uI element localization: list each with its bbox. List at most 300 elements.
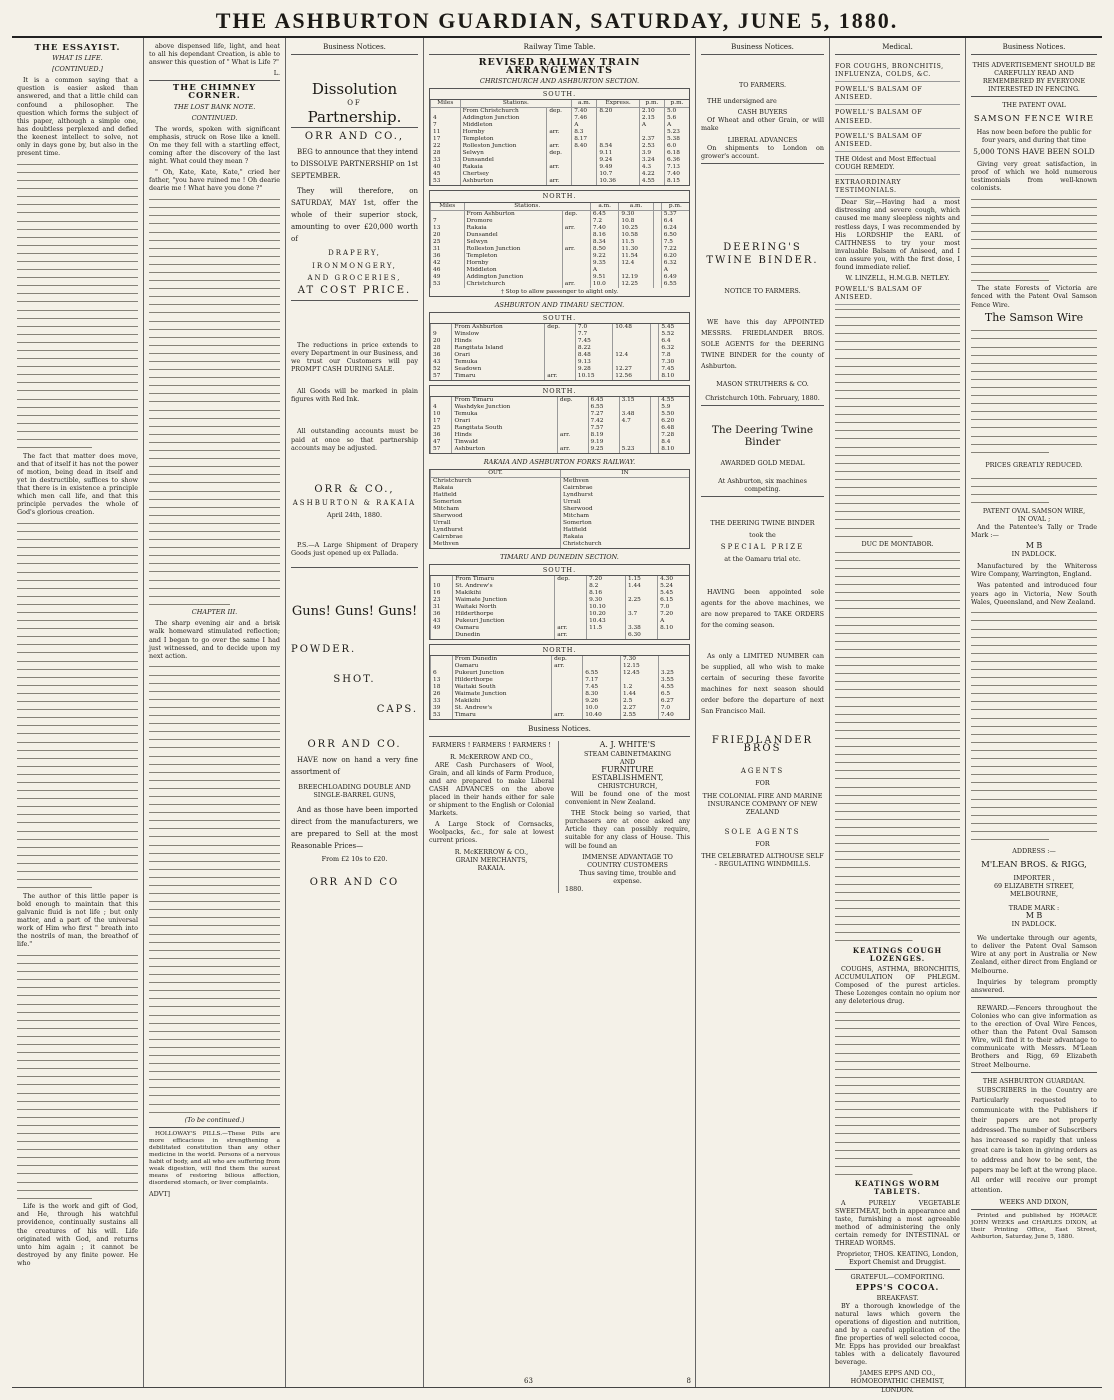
timetable-cell: A — [572, 122, 597, 129]
timetable-cell: Oamaru — [452, 663, 551, 670]
orr-firm-name: ORR AND CO., — [304, 131, 405, 143]
timetable-cell: 7.17 — [583, 677, 621, 684]
epps-sign: JAMES EPPS AND CO., — [859, 1369, 936, 1378]
subscribers-text: SUBSCRIBERS in the Country are Particularly requested to communicate with the Publishers if their papers are not properly addressed. The number of Subscribers has increased so rapidly that unless great care is taken in giving orders as to address and how to be sent, the papers may be left at the wrong place. All order will receive our prompt attention. — [971, 1085, 1097, 1194]
timetable-cell: 2.27 — [621, 705, 659, 712]
timetable-cell: 6.0 — [664, 143, 689, 150]
keatings-text: COUGHS, ASTHMA, BRONCHITIS, ACCUMULATION OF PHLEGM. Composed of the purest articles. These Lozenges contain no opium nor any deleterious drug. — [835, 964, 960, 1006]
timetable-row — [431, 404, 690, 411]
patent-oval: THE PATENT OVAL — [1002, 101, 1066, 110]
timetable-cell — [597, 129, 639, 136]
timetable-cell: 5.50 — [659, 411, 689, 418]
timetable-cell — [545, 352, 576, 359]
timetable-cell: 18 — [431, 684, 453, 691]
timetable-cell — [653, 281, 661, 288]
partnership-heading: Partnership. — [307, 108, 402, 127]
timetable-cell: arr. — [545, 373, 576, 380]
timetable-cell: 9.22 — [590, 253, 619, 260]
timetable-cell: 10.7 — [597, 171, 639, 178]
timetable-cell: 8.3 — [572, 129, 597, 136]
timetable-cell: 1.44 — [621, 691, 659, 698]
stations-header-2: Stations. — [464, 203, 590, 211]
timetable-cell: 5.23 — [664, 129, 689, 136]
business-notices-header-2: Business Notices. — [429, 724, 690, 737]
white-immense: IMMENSE ADVANTAGE TO COUNTRY CUSTOMERS — [582, 852, 673, 869]
epps-london: LONDON. — [881, 1385, 914, 1394]
timetable-cell: 49 — [431, 625, 453, 632]
timetable-cell: 3.38 — [625, 625, 657, 632]
express-header: Express. — [597, 100, 639, 108]
timetable-row — [431, 411, 690, 418]
timetable-cell: 52 — [431, 366, 452, 373]
timetable-cell: Waitaki South — [452, 684, 551, 691]
timetable-cell: 3.48 — [619, 411, 650, 418]
coughs-ad: FOR COUGHS, BRONCHITIS, INFLUENZA, COLDS, &C. — [835, 59, 960, 82]
timetable-cell: Timaru — [452, 712, 551, 719]
timetable-cell: 6.49 — [661, 274, 689, 281]
timetable-cell: 1.15 — [625, 576, 657, 583]
timetable-cell — [650, 373, 659, 380]
timetable-row — [431, 352, 690, 359]
timetable-cell: Hornby — [460, 129, 547, 136]
timetable-cell: 11.30 — [619, 246, 653, 253]
timetable-cell: 17 — [431, 136, 461, 143]
white-city: CHRISTCHURCH, — [597, 781, 658, 790]
timetable-cell: 9.30 — [619, 210, 653, 218]
timetable-cell: Ashburton — [452, 446, 557, 453]
deering-heading-3: THE DEERING TWINE BINDER — [710, 518, 815, 527]
goods-marked-text: All Goods will be marked in plain figures with Red Ink. — [291, 387, 418, 404]
shipment-ps: P.S.—A Large Shipment of Drapery Goods just opened up ex Pallada. — [291, 540, 418, 558]
timetable-timaru-north — [429, 385, 690, 454]
powell-balsam-1: POWELL'S BALSAM OF ANISEED. — [835, 82, 960, 105]
essay-text-block — [17, 160, 138, 451]
timetable-cell: dep. — [562, 210, 590, 218]
timetable-cell: 8.50 — [590, 246, 619, 253]
timetable-cell: 7.5 — [661, 239, 689, 246]
timetable-cell: 7.0 — [575, 324, 612, 331]
timetable-cell: 3.24 — [639, 157, 664, 164]
timetable-cell: 42 — [431, 260, 465, 267]
caps-heading: CAPS. — [376, 704, 418, 716]
mckerrow-text: ARE Cash Purchasers of Wool, Grain, and all kinds of Farm Produce, and are prepared to make Liberal CASH ADVANCES on the above placed in their hands either for sale or shipment to the English or Colonial Markets. — [429, 760, 554, 818]
timetable-cell: 8.22 — [575, 345, 612, 352]
deering-date: Christchurch 10th. February, 1880. — [705, 394, 820, 403]
timetable-cell: 7.22 — [661, 246, 689, 253]
station-name: Hatfield — [433, 492, 457, 499]
timetable-cell: 13 — [431, 677, 453, 684]
timetable-forks — [429, 469, 690, 549]
prices-text — [971, 474, 1097, 506]
continued-note: [CONTINUED.] — [52, 65, 103, 74]
timetable-cell — [619, 432, 650, 439]
timetable-cell: 31 — [431, 246, 465, 253]
station-name: Cairnbrae — [562, 485, 593, 492]
timetable-cell: 10.15 — [575, 373, 612, 380]
timetable-cell: 36 — [431, 352, 452, 359]
epps-text: BY a thorough knowledge of the natural laws which govern the operations of digestion and nutrition, and by a careful application of the fine properties of well selected cocoa, Mr. Epps has provided our breakfast tables with a delicately flavoured beverage. — [835, 1301, 960, 1367]
timetable-cell: Rangitata South — [452, 425, 557, 432]
timetable-cell: arr. — [562, 246, 590, 253]
timetable-cell: 5.9 — [659, 404, 689, 411]
timetable-cell: Hinds — [452, 338, 545, 345]
timetable-cell — [555, 590, 587, 597]
timetable-cell: 5.0 — [664, 108, 689, 116]
timetable-cell: arr. — [552, 712, 583, 719]
timetable-cell: dep. — [545, 324, 576, 331]
timetable-cell: 7.0 — [658, 604, 689, 611]
timetable-cell: 9.51 — [590, 274, 619, 281]
dunedin-south-table — [430, 576, 689, 639]
timetable-cell — [650, 397, 659, 404]
column-orr-and-co — [286, 38, 424, 1387]
timetable-cell: 39 — [431, 705, 453, 712]
station-name: Cairnbrae — [433, 534, 463, 541]
chapter-heading: CHAPTER III. — [191, 608, 238, 617]
grateful-comforting: GRATEFUL—COMFORTING. — [850, 1273, 945, 1282]
timetable-cell: 6.4 — [659, 338, 689, 345]
timetable-cell: 8.16 — [587, 590, 626, 597]
station-name: Hatfield — [562, 527, 587, 534]
patent-details — [971, 609, 1097, 844]
timetable-cell: 7.40 — [590, 225, 619, 232]
timetable-row — [431, 331, 690, 338]
timetable-cell — [653, 274, 661, 281]
timetable-cell: Pukeuri Junction — [453, 618, 555, 625]
worm-tablets-text: A PURELY VEGETABLE SWEETMEAT, both in appearance and taste, furnishing a most agreeable method of administering the only certain remedy for INTESTINAL or THREAD WORMS. — [835, 1198, 960, 1248]
timetable-cell — [597, 136, 639, 143]
forks-in: IN — [560, 470, 689, 478]
reward-text: REWARD.—Fencers throughout the Colonies who can give information as to the erection of Oval Wire Fences, other than the Patent Oval Samson Wire, will find it to their advantage to communicate with Messrs. M'Lean Brothers and Rigg, 69 Elizabeth Street Melbourne. — [971, 1003, 1097, 1069]
windmills: THE CELEBRATED ALTHOUSE SELF - REGULATING WINDMILLS. — [701, 852, 824, 869]
timetable-cell: Tinwald — [452, 439, 557, 446]
timetable-cell: 7.2 — [590, 218, 619, 225]
timetable-cell: 8.54 — [597, 143, 639, 150]
breechloading-guns: BREECHLOADING DOUBLE AND SINGLE-BARREL GUNS, — [298, 782, 411, 799]
timetable-cell: 6.48 — [659, 425, 689, 432]
timetable-cell — [547, 115, 572, 122]
timetable-row — [431, 597, 690, 604]
agents-heading: AGENTS — [740, 767, 785, 776]
timetable-cell: 12.4 — [613, 352, 650, 359]
timetable-cell: Hilderthorpe — [453, 611, 555, 618]
timetable-cell: 10.58 — [619, 232, 653, 239]
cash-buyers: CASH BUYERS — [737, 108, 788, 117]
timetable-cell — [625, 590, 657, 597]
timetable-cell — [547, 136, 572, 143]
timetable-cell — [650, 352, 659, 359]
timetable-cell — [431, 397, 452, 404]
story-continued: CONTINUED. — [191, 113, 238, 122]
timetable-row — [431, 157, 690, 164]
timetable-cell — [552, 677, 583, 684]
timetable-row — [431, 590, 690, 597]
station-name: Sherwood — [562, 506, 593, 513]
timetable-cell: 5.24 — [658, 583, 689, 590]
timetable-cell: 57 — [431, 373, 452, 380]
station-name: Methven — [433, 541, 459, 548]
giving-satisfaction: Giving very great satisfaction, in proof of which we hold numerous testimonials from well-known colonists. — [971, 159, 1097, 193]
friedlander-bros: FRIEDLANDER BROS — [711, 735, 814, 755]
tons-sold: 5,000 TONS HAVE BEEN SOLD — [973, 146, 1095, 156]
state-forests: The state Forests of Victoria are fenced with the Patent Oval Samson Fence Wire. — [971, 284, 1097, 309]
timetable-cell: 7.40 — [658, 712, 689, 719]
station-name: Methven — [562, 478, 589, 485]
story-text-block-2 — [149, 663, 280, 1116]
wheat-text: Of Wheat and other Grain, or will make — [701, 116, 824, 133]
timetable-cell — [557, 404, 588, 411]
timetable-cell: 6.30 — [625, 632, 657, 639]
timetable-cell: 12.25 — [619, 281, 653, 288]
timetable-cell: Templeton — [460, 136, 547, 143]
timetable-cell — [583, 656, 621, 663]
deering-heading-2a: The Deering Twine — [711, 424, 814, 437]
timetable-cell: Dunsandel — [460, 157, 547, 164]
timetable-cell — [545, 338, 576, 345]
timetable-cell: 7.30 — [621, 656, 659, 663]
epps-breakfast: BREAKFAST. — [876, 1293, 919, 1302]
more-testimonials — [835, 548, 960, 945]
timetable-cell: 7.20 — [587, 576, 626, 583]
timetable-cell: 8.10 — [659, 446, 689, 453]
timetable-cell — [572, 157, 597, 164]
timetable-cell: St. Andrew's — [452, 705, 551, 712]
timetable-cell: 5.6 — [664, 115, 689, 122]
timetable-row — [431, 171, 690, 178]
timetable-cell: 33 — [431, 698, 453, 705]
timetable-cell: dep. — [547, 150, 572, 157]
timetable-row — [431, 225, 690, 232]
mlean-bros: M'LEAN BROS. & RIGG, — [981, 859, 1087, 870]
timetable-cell: A — [664, 122, 689, 129]
timetable-cell — [545, 331, 576, 338]
to-farmers: TO FARMERS. — [738, 81, 787, 90]
powell-balsam-4: POWELL'S BALSAM OF ANISEED. — [835, 282, 960, 305]
timetable-cell: 12.15 — [621, 663, 659, 670]
timetable-row — [431, 164, 690, 171]
timetable-cell — [639, 129, 664, 136]
took-the: took the — [749, 530, 776, 539]
timetable-row — [431, 210, 690, 218]
timetable-cell: Dunedin — [453, 632, 555, 639]
north-label-3: NORTH. — [430, 645, 689, 656]
timetable-cell — [545, 366, 576, 373]
timetable-cell: 23 — [431, 597, 453, 604]
timetable-cell — [431, 210, 465, 218]
in-oval: IN OVAL ; — [1017, 514, 1051, 523]
sole-agents: SOLE AGENTS — [724, 827, 801, 836]
powell-balsam-2: POWELL'S BALSAM OF ANISEED. — [835, 105, 960, 128]
timetable-cell: 6.45 — [590, 210, 619, 218]
epps-homeo: HOMOEOPATHIC CHEMIST, — [850, 1377, 945, 1386]
timetable-cell: 28 — [431, 345, 452, 352]
timetable-cell: Timaru — [452, 373, 545, 380]
timetable-cell — [555, 597, 587, 604]
keatings-title: KEATINGS COUGH LOZENGES. — [852, 945, 943, 963]
essay-paragraph-2: The fact that matter does move, and that of itself it has not the power of motion, being dead in itself and yet in destructible, suffices to show that there is in existence a principle which men call life, and that this principle pervades the whole of God's glorious creation. — [17, 451, 138, 517]
timetable-cell — [613, 331, 650, 338]
guns-heading: Guns! Guns! Guns! — [291, 604, 418, 620]
timetable-cell — [552, 705, 583, 712]
timetable-row — [431, 583, 690, 590]
timetable-row — [431, 373, 690, 380]
timetable-cell: 25 — [431, 425, 452, 432]
keating-proprietor: Proprietor, THOS. KEATING, London, Export Chemist and Druggist. — [836, 1250, 959, 1267]
timetable-cell: Rakaia — [464, 225, 562, 232]
timetable-cell — [653, 210, 661, 218]
timetable-cell: Dunsandel — [464, 232, 562, 239]
manufactured-by: Manufactured by the Whiteross Wire Company, Warrington, England. — [971, 562, 1097, 579]
orr-date: April 24th, 1880. — [326, 510, 383, 519]
linzell-sign: W. LINZELL, H.M.G.B. NETLEY. — [845, 274, 950, 283]
timetable-row — [431, 232, 690, 239]
timetable-cell: 8.40 — [572, 143, 597, 150]
timetable-cell: 9.49 — [597, 164, 639, 171]
column-medical — [830, 38, 966, 1394]
mb-mark: M B — [1025, 541, 1043, 551]
south-label: SOUTH. — [430, 89, 689, 100]
timetable-cell: 7.28 — [659, 432, 689, 439]
timetable-cell: 17 — [431, 418, 452, 425]
timetable-cell: 57 — [431, 446, 452, 453]
timetable-cell: 6.4 — [661, 218, 689, 225]
samson-details — [971, 195, 1097, 284]
timetable-row — [431, 129, 690, 136]
white-stock: THE Stock being so varied, that purchasers are at once asked any Article they can possibly require, suitable for any class of House. This will be found an — [565, 809, 690, 850]
timetable-row — [431, 239, 690, 246]
orr-firm-name-3: ORR AND CO. — [307, 738, 402, 750]
having-appointed: HAVING been appointed sole agents for the above machines, we are now prepared to TAKE ORDERS for the coming season. — [701, 588, 824, 630]
printed-by: Printed and published by HORACE JOHN WEEKS and CHARLES DIXON, at their Printing Office, East Street, Ashburton, Saturday, June 5, 1880. — [971, 1212, 1097, 1240]
railway-header: Railway Time Table. — [429, 42, 690, 55]
timetable-cell: 9.28 — [575, 366, 612, 373]
timetable-cell: 12.56 — [613, 373, 650, 380]
essayist-title: THE ESSAYIST. — [34, 43, 121, 53]
dunedin-north-table — [430, 656, 689, 719]
timetable-cell: 4.55 — [659, 397, 689, 404]
timetable-cell: 10.0 — [583, 705, 621, 712]
timetable-cell — [613, 338, 650, 345]
timetable-row — [431, 670, 690, 677]
timetable-cell — [555, 604, 587, 611]
timetable-row — [431, 397, 690, 404]
white-establishment: ESTABLISHMENT, — [591, 772, 664, 782]
column-chimney-corner — [144, 38, 286, 1387]
timetable-cell — [557, 425, 588, 432]
timaru-north-table — [430, 397, 689, 453]
timetable-cell: Oamaru — [453, 625, 555, 632]
timetable-cell: 6.55 — [583, 670, 621, 677]
timetable-cell — [650, 366, 659, 373]
timetable-cell: 9.26 — [583, 698, 621, 705]
timetable-cell: 6.32 — [659, 345, 689, 352]
duc-sign: DUC DE MONTABOR. — [861, 540, 934, 549]
timetable-cell: 7.30 — [659, 359, 689, 366]
to-be-continued: (To be continued.) — [184, 1116, 245, 1125]
timetable-cell: 4.3 — [639, 164, 664, 171]
station-name: Urrall — [433, 520, 451, 527]
timetable-cell: From Ashburton — [452, 324, 545, 331]
timetable-cell: Washdyke Junction — [452, 404, 557, 411]
oamaru-trial: at the Oamaru trial etc. — [724, 555, 801, 564]
timetable-cell — [557, 439, 588, 446]
timetable-cell — [650, 425, 659, 432]
timetable-cell: 43 — [431, 359, 452, 366]
timetable-cell: 6.45 — [588, 397, 619, 404]
timetable-cell: Rolleston Junction — [460, 143, 547, 150]
orr-firm-name-2: ORR & CO., — [314, 483, 395, 495]
railway-section-2: ASHBURTON AND TIMARU SECTION. — [494, 300, 625, 309]
timetable-cell — [555, 618, 587, 625]
timetable-cell — [625, 618, 657, 625]
business-notices-header: Business Notices. — [291, 42, 418, 55]
south-label-3: SOUTH. — [430, 565, 689, 576]
timetable-cell: 6.27 — [658, 698, 689, 705]
timetable-cell — [562, 260, 590, 267]
timetable-cell: 53 — [431, 712, 453, 719]
railway-section-3: RAKAIA AND ASHBURTON FORKS RAILWAY. — [483, 457, 636, 466]
timetable-christchurch-north — [429, 190, 690, 296]
timetable-cell: Seadown — [452, 366, 545, 373]
timetable-row — [431, 625, 690, 632]
column-samson-wire — [966, 38, 1102, 1387]
timetable-cell: 9.19 — [588, 439, 619, 446]
timetable-cell — [552, 698, 583, 705]
timetable-cell — [653, 267, 661, 274]
timetable-cell: 8.20 — [597, 108, 639, 116]
timetable-cell: 2.5 — [621, 698, 659, 705]
guns-price-range: From £2 10s to £20. — [321, 854, 388, 863]
advt-mark: ADVT] — [149, 1190, 170, 1199]
timetable-cell — [562, 253, 590, 260]
forks-out: OUT. — [431, 470, 561, 478]
timetable-cell — [653, 260, 661, 267]
timetable-row — [431, 345, 690, 352]
timetable-cell: From Christchurch — [460, 108, 547, 116]
timetable-cell: dep. — [555, 576, 587, 583]
station-name: Lyndhurst — [433, 527, 464, 534]
timetable-row — [431, 150, 690, 157]
timetable-cell — [597, 122, 639, 129]
timetable-cell — [555, 583, 587, 590]
timetable-cell: 7 — [431, 122, 461, 129]
timetable-cell: 3.15 — [619, 397, 650, 404]
essay-paragraph-4: Life is the work and gift of God, and He, through his watchful providence, continually sustains all the creatures of his will. Life originated with God, and returns unto him again ; it cannot be destroyed by any finite power. He who — [17, 1202, 138, 1267]
timetable-cell: 2.55 — [621, 712, 659, 719]
timetable-cell: 10.25 — [619, 225, 653, 232]
undertake-text: We undertake through our agents, to deliver the Patent Oval Samson Wire at any port in Australia or New Zealand, either direct from England or Melbourne. — [971, 934, 1097, 975]
timetable-cell — [557, 411, 588, 418]
timetable-cell — [650, 338, 659, 345]
timetable-cell — [658, 656, 689, 663]
timetable-cell: 36 — [431, 611, 453, 618]
has-been-before: Has now been before the public for four years, and during that time — [976, 127, 1092, 144]
timetable-cell — [613, 359, 650, 366]
timetable-cell: arr. — [547, 164, 572, 171]
timetable-cell — [431, 576, 453, 583]
timetable-cell: St. Andrew's — [453, 583, 555, 590]
timetable-cell: 11.5 — [619, 239, 653, 246]
timetable-cell: 49 — [431, 274, 465, 281]
north-label: NORTH. — [430, 191, 689, 202]
station-name: Somerton — [433, 499, 462, 506]
timetable-cell: 6.24 — [661, 225, 689, 232]
timetable-row — [431, 677, 690, 684]
timetable-cell: Templeton — [464, 253, 562, 260]
timetable-cell — [650, 331, 659, 338]
white-save: Thus saving time, trouble and expense. — [579, 868, 676, 885]
groceries-line: AND GROCERIES, — [307, 273, 402, 282]
